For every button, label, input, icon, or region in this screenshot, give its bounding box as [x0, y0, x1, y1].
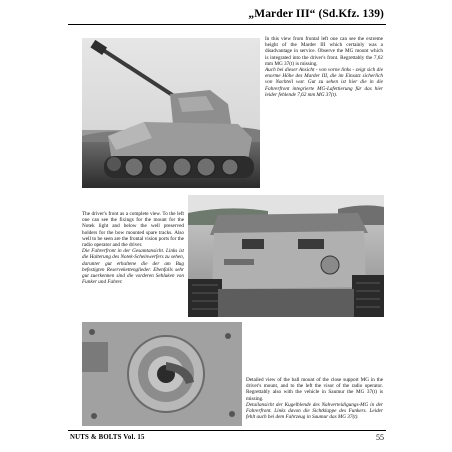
caption-photo-3 [246, 377, 383, 420]
page-number: 55 [376, 433, 384, 442]
photo-tank-front-left [82, 38, 260, 188]
caption-1-english: In this view from frontal left one can see the extreme height of the Marder III which certainly was a disadvantage in service. Observe the MG mount which is integrated into the driver's front. Regrettably the 7,62 mm MG 37(t) is missing. [265, 36, 383, 67]
page-footer [68, 430, 386, 445]
caption-3-german: Detailansicht der Kugelblende des Nahverteidigungs-MG in der Fahrerfront. Links davon die Sichtklappe des Funkers. Leider fehlt auch bei dem Fahrzeug in Saumur das MG 37(t). [246, 401, 383, 421]
caption-2-english: The driver's front as a complete view. To the left one can see the fixings for the mount for the Notek light and below the well preserved holders for the bow mounted spare tracks. Also well to be seen are the frontal vision ports for the radio operator and the driver. [82, 211, 184, 249]
caption-2-german: Die Fahrerfront in der Gesamtansicht. Links ist die Halterung des Notek-Scheinwerfers zu sehen, darunter gut erhaltene die der am Bug befestigten Reservekettenglieder. Ebenfalls sehr gut zuerkennen sind die vorderen Sehluken von Funker und Fahrer. [82, 248, 184, 286]
book-page [68, 0, 386, 452]
series-title: NUTS & BOLTS Vol. 15 [70, 434, 145, 441]
caption-photo-2 [82, 211, 184, 285]
caption-1-german: Auch bei dieser Ansicht - von vorne links - zeigt sich die enorme Höhe des Marder III, die im Einsatz sicherlich von Nachteil war. Gut zu sehen ist hier die in die Fahrerfront integrierte MG-Lafettierung für das hier leider fehlende 7,62 mm MG 37(t). [265, 67, 383, 98]
photo-ball-mount-detail [82, 322, 242, 426]
photo-drivers-front [188, 195, 384, 317]
caption-photo-1 [265, 36, 383, 98]
page-header [68, 8, 386, 25]
caption-3-english: Detailed view of the ball mount of the close support MG in the driver's mount, and to the left the visor of the radio operator. Regrettably also with the vehicle in Saumur the MG 37(t) is missing. [246, 377, 383, 402]
page-title: „Marder III“ (Sd.Kfz. 139) [248, 8, 384, 20]
